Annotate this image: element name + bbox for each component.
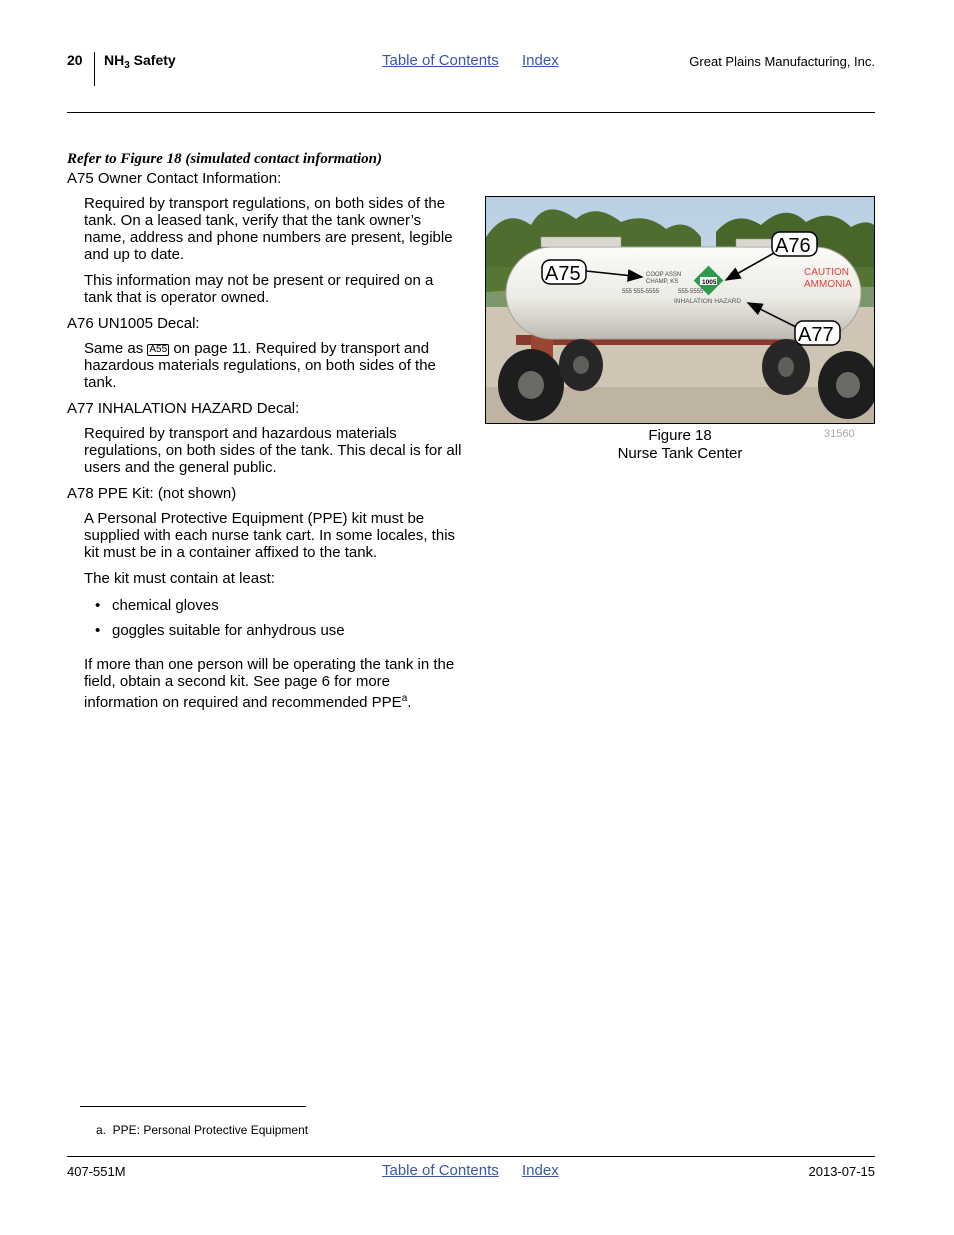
header-rule <box>67 112 875 113</box>
item-a78-label: A78 <box>67 485 94 502</box>
nurse-tank-illustration <box>486 197 874 423</box>
footnote-mark[interactable]: a <box>401 693 408 704</box>
item-a75-heading <box>67 170 281 187</box>
owner-line1: COOP ASSN <box>646 272 682 278</box>
wheel-front-right <box>559 339 603 391</box>
callout-ref-a55: A55 <box>149 344 168 355</box>
owner-phone1: 555 555-5555 <box>622 289 660 295</box>
wheel-rear-left <box>762 339 810 395</box>
ppe-kit-list <box>112 597 412 642</box>
item-a76-heading <box>67 315 200 332</box>
callout-a76-label: A76 <box>775 235 811 257</box>
item-a76-para <box>84 340 464 391</box>
list-item: • chemical gloves <box>112 597 219 614</box>
section-title-subscript: 3 <box>124 60 130 71</box>
item-a78-para3-end: . <box>407 694 412 711</box>
footnote: a. PPE: Personal Protective Equipment <box>96 1123 309 1137</box>
item-a78-title: PPE Kit: (not shown) <box>97 485 237 502</box>
figure-18-photo <box>485 196 875 424</box>
item-a75-para2: This information may not be present or required on a tank that is operator owned. <box>84 272 434 306</box>
item-a78-para1: A Personal Protective Equipment (PPE) kit must be supplied with each nurse tank cart. In some locales, this kit must be in a container affixed to the tank. <box>84 510 456 561</box>
item-a75-label: A75 <box>67 170 94 187</box>
section-title-main: NH <box>104 52 125 68</box>
item-a76-para-prefix: Same as <box>84 340 144 357</box>
item-a77-heading <box>67 400 299 417</box>
item-a76-para-suffix: on page 11. Required by transport and hazardous materials regulations, on both sides of the tank. <box>84 340 436 391</box>
figure-caption <box>585 427 775 463</box>
callout-a77 <box>795 321 840 346</box>
owner-phone2: 555-5555 <box>678 289 704 295</box>
header-divider <box>94 52 95 86</box>
header-index-link[interactable]: Index <box>522 52 559 69</box>
callout-a75-label: A75 <box>545 263 581 285</box>
figure-image-id: 31560 <box>824 428 855 440</box>
footer-rule <box>67 1156 875 1157</box>
item-a77-title: INHALATION HAZARD Decal: <box>97 400 300 417</box>
ammonia-text: AMMONIA <box>804 279 852 290</box>
figure-caption-number: Figure 18 <box>648 427 712 444</box>
item-a76-title: UN1005 Decal: <box>97 315 200 332</box>
item-a78-para2: The kit must contain at least: <box>84 570 275 587</box>
owner-line2: CHAMP, KS <box>646 279 679 285</box>
section-title-suffix: Safety <box>129 52 176 68</box>
footer-index-link[interactable]: Index <box>522 1162 559 1179</box>
footer-toc-link[interactable]: Table of Contents <box>382 1162 499 1179</box>
item-a77-para: Required by transport and hazardous materials regulations, on both sides of the tank. This decal is for all users and the general public. <box>84 425 462 476</box>
footnote-rule <box>80 1106 306 1107</box>
item-a76-label: A76 <box>67 315 94 332</box>
callout-a75 <box>542 260 586 285</box>
un-number: 1005 <box>702 279 717 286</box>
page-number: 20 <box>67 52 83 68</box>
company-name: Great Plains Manufacturing, Inc. <box>689 54 875 69</box>
item-a75-para1: Required by transport regulations, on both sides of the tank. On a leased tank, verify that the tank owner’s name, address and phone numbers are present, legible and up to date. <box>84 195 453 263</box>
list-item: • goggles suitable for anhydrous use <box>112 622 345 639</box>
wheel-front-left <box>498 349 564 421</box>
item-a78-para3-text: If more than one person will be operating the tank in the field, obtain a second kit. See page 6 for more information on required and recommended PPE <box>84 656 455 711</box>
callout-a76 <box>772 232 817 257</box>
header-toc-link[interactable]: Table of Contents <box>382 52 499 69</box>
item-a78-heading <box>67 485 236 502</box>
caution-text: CAUTION <box>804 267 849 278</box>
revision-date: 2013-07-15 <box>808 1164 875 1179</box>
refer-heading: Refer to Figure 18 (simulated contact information) <box>67 151 383 167</box>
inhalation-hazard-text: INHALATION HAZARD <box>674 298 742 305</box>
tank-valves <box>541 237 621 247</box>
section-title <box>104 52 176 71</box>
document-number: 407-551M <box>67 1164 126 1179</box>
item-a78-para3 <box>84 656 464 711</box>
item-a75-title: Owner Contact Information: <box>97 170 282 187</box>
callout-a77-label: A77 <box>798 324 834 346</box>
item-a77-label: A77 <box>67 400 94 417</box>
figure-caption-title: Nurse Tank Center <box>617 445 743 462</box>
